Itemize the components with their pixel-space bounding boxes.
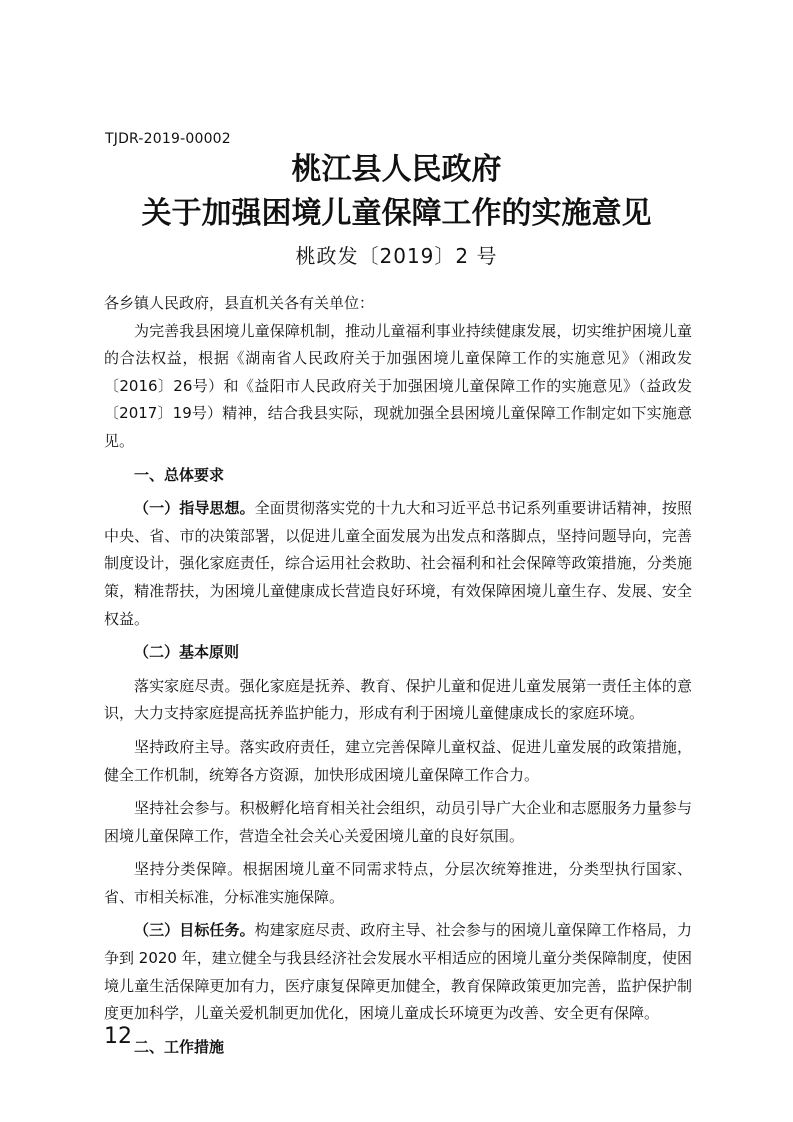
salutation: 各乡镇人民政府，县直机关各有关单位： (104, 294, 375, 312)
goals-lead: （三）目标任务。 (134, 921, 255, 940)
document-number: 桃政发〔2019〕2 号 (295, 244, 498, 268)
document-body (104, 290, 692, 1061)
subheading-basic-principles: （二）基本原则 (134, 643, 240, 662)
principle-government-paragraph: 坚持政府主导。落实政府责任，建立完善保障儿童权益、促进儿童发展的政策措施，健全工作机制，统筹各方资源，加快形成困境儿童保障工作合力。 (104, 737, 692, 784)
principle-family-paragraph: 落实家庭尽责。强化家庭是抚养、教育、保护儿童和促进儿童发展第一责任主体的意识，大力支持家庭提高抚养监护能力，形成有利于困境儿童健康成长的家庭环境。 (104, 676, 692, 723)
principle-classified-paragraph: 坚持分类保障。根据困境儿童不同需求特点，分层次统筹推进，分类型执行国家、省、市相关标准，分标准实施保障。 (104, 860, 692, 906)
goals-text: 构建家庭尽责、政府主导、社会参与的困境儿童保障工作格局，力争到 2020 年，建立健全与我县经济社会发展水平相适应的困境儿童分类保障制度，使困境儿童生活保障更加有力，医疗康复保障更加健全，教育保障政策更加完善，监护保护制度更加科学，儿童关爱机制更加优化，困境儿童成长环境更为改善、安全更有保障。 (104, 921, 692, 1023)
goals-paragraph (104, 917, 692, 1027)
section-heading-general-requirements: 一、总体要求 (134, 465, 225, 484)
document-title-line1: 桃江县人民政府 (291, 152, 502, 187)
guiding-ideology-lead: （一）指导思想。 (134, 499, 255, 518)
section-heading-work-measures: 二、工作措施 (134, 1037, 225, 1056)
page-number: 12 (104, 1024, 132, 1049)
document-title-line2: 关于加强困境儿童保障工作的实施意见 (141, 196, 652, 231)
document-code: TJDR-2019-00002 (105, 131, 231, 147)
principle-society-paragraph: 坚持社会参与。积极孵化培育相关社会组织，动员引导广大企业和志愿服务力量参与困境儿童保障工作，营造全社会关心关爱困境儿童的良好氛围。 (104, 799, 692, 845)
guiding-ideology-text: 全面贯彻落实党的十九大和习近平总书记系列重要讲话精神，按照中央、省、市的决策部署，以促进儿童全面发展为出发点和落脚点，坚持问题导向，完善制度设计，强化家庭责任，综合运用社会救助、社会福利和社会保障等政策措施，分类施策，精准帮扶，为困境儿童健康成长营造良好环境，有效保障困境儿童生存、发展、安全权益。 (104, 499, 692, 628)
intro-paragraph: 为完善我县困境儿童保障机制，推动儿童福利事业持续健康发展，切实维护困境儿童的合法权益，根据《湖南省人民政府关于加强困境儿童保障工作的实施意见》（湘政发〔2016〕26号）和《益阳市人民政府关于加强困境儿童保障工作的实施意见》（益政发〔2017〕19号）精神，结合我县实际，现就加强全县困境儿童保障工作制定如下实施意见。 (104, 321, 692, 450)
guiding-ideology-paragraph (104, 495, 692, 633)
